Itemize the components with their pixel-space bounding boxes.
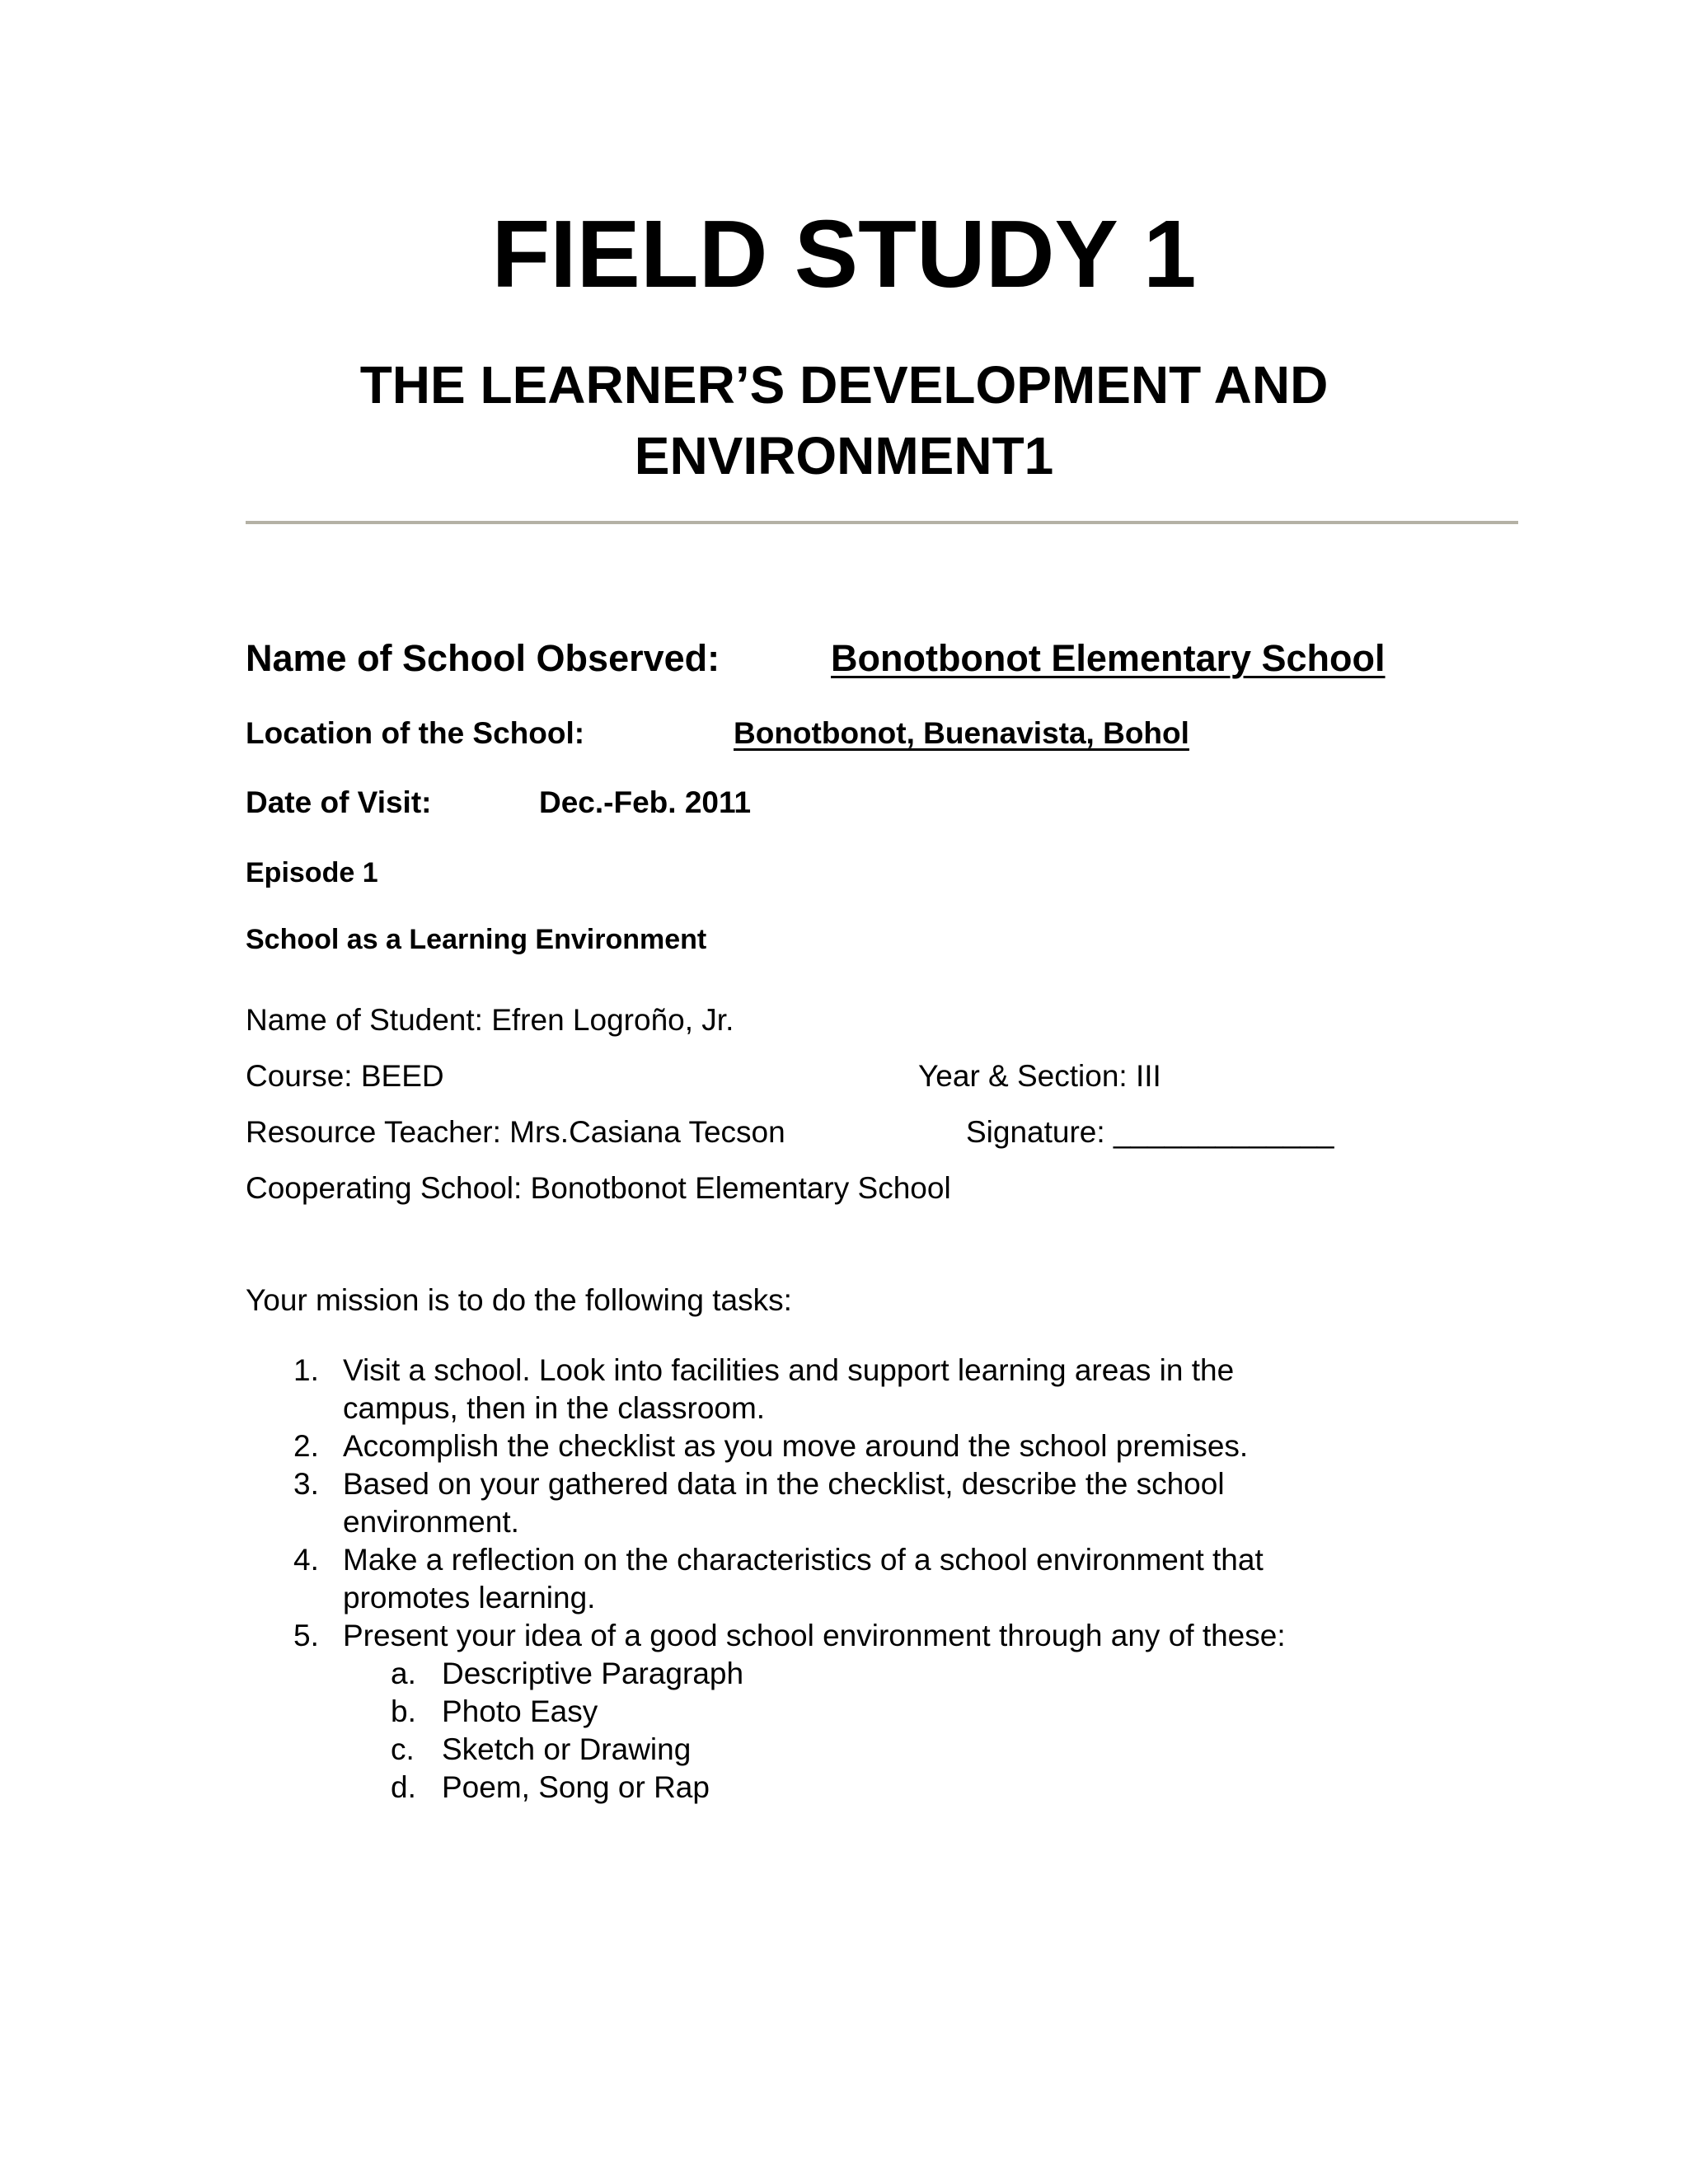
list-item-text: Visit a school. Look into facilities and support learning areas in the bbox=[343, 1353, 1235, 1387]
location-value: Bonotbonot, Buenavista, Bohol bbox=[734, 716, 1189, 750]
list-item-text: campus, then in the classroom. bbox=[343, 1391, 766, 1425]
date-of-visit-label: Date of Visit: bbox=[246, 785, 432, 819]
episode-number: Episode 1 bbox=[246, 857, 378, 888]
cooperating-school: Cooperating School: Bonotbonot Elementary School bbox=[246, 1171, 951, 1205]
list-item bbox=[246, 1541, 1531, 1617]
subtitle-line-2: ENVIRONMENT1 bbox=[634, 426, 1054, 485]
mission-intro: Your mission is to do the following tasks: bbox=[246, 1283, 792, 1317]
course: Course: BEED bbox=[246, 1059, 444, 1093]
list-item bbox=[246, 1617, 1531, 1655]
resource-teacher: Resource Teacher: Mrs.Casiana Tecson bbox=[246, 1115, 785, 1149]
list-item-number: 1. bbox=[293, 1353, 319, 1387]
date-of-visit-value: Dec.-Feb. 2011 bbox=[539, 785, 752, 819]
sub-list-item-text: Descriptive Paragraph bbox=[442, 1657, 744, 1690]
sub-list-item-text: Photo Easy bbox=[442, 1694, 598, 1728]
school-observed-label: Name of School Observed: bbox=[246, 637, 720, 679]
list-item bbox=[246, 1465, 1531, 1541]
sub-list-item-letter: d. bbox=[391, 1770, 416, 1804]
list-item-number: 4. bbox=[293, 1543, 319, 1577]
student-name: Name of Student: Efren Logroño, Jr. bbox=[246, 1003, 734, 1037]
sub-list-item bbox=[246, 1731, 1531, 1769]
list-item-text: Present your idea of a good school environment through any of these: bbox=[343, 1619, 1286, 1652]
school-observed-value: Bonotbonot Elementary School bbox=[831, 637, 1386, 679]
sub-list-item bbox=[246, 1655, 1531, 1693]
list-item-text: Make a reflection on the characteristics of a school environment that bbox=[343, 1543, 1264, 1577]
episode-title: School as a Learning Environment bbox=[246, 924, 707, 955]
list-item-text: Based on your gathered data in the checklist, describe the school bbox=[343, 1467, 1225, 1501]
list-item-number: 2. bbox=[293, 1429, 319, 1463]
list-item bbox=[246, 1427, 1531, 1465]
signature-field: Signature: _____________ bbox=[966, 1115, 1334, 1149]
page-title: FIELD STUDY 1 bbox=[491, 200, 1197, 307]
sub-list-item bbox=[246, 1769, 1531, 1807]
sub-list-item-letter: a. bbox=[391, 1657, 416, 1690]
list-item-number: 5. bbox=[293, 1619, 319, 1652]
location-label: Location of the School: bbox=[246, 716, 585, 750]
sub-list-item-text: Sketch or Drawing bbox=[442, 1732, 692, 1766]
list-item-number: 3. bbox=[293, 1467, 319, 1501]
page-subtitle bbox=[0, 349, 1688, 491]
list-item-text: promotes learning. bbox=[343, 1581, 596, 1615]
sub-list-item-letter: b. bbox=[391, 1694, 416, 1728]
sub-list-item bbox=[246, 1693, 1531, 1731]
horizontal-divider bbox=[246, 521, 1518, 524]
sub-list-item-text: Poem, Song or Rap bbox=[442, 1770, 710, 1804]
list-item-text: Accomplish the checklist as you move around the school premises. bbox=[343, 1429, 1249, 1463]
list-item bbox=[246, 1352, 1531, 1427]
subtitle-line-1: THE LEARNER’S DEVELOPMENT AND bbox=[359, 355, 1329, 415]
list-item-text: environment. bbox=[343, 1505, 519, 1539]
sub-list-item-letter: c. bbox=[391, 1732, 415, 1766]
year-section: Year & Section: III bbox=[918, 1059, 1161, 1093]
task-list bbox=[246, 1352, 1531, 1807]
